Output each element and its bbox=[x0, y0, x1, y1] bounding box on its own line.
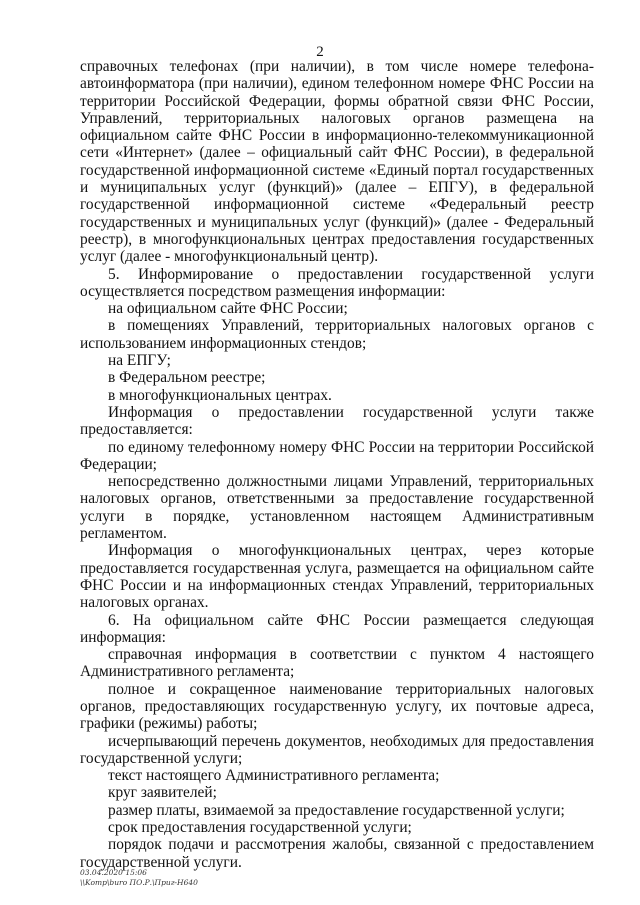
paragraph: в многофункциональных центрах. bbox=[108, 386, 332, 404]
paragraph: справочных телефонах (при наличии), в том числе номере телефона-автоинформатора (при наличии), едином телефонном номере ФНС России на территории Российской Федерации, формы обратной связи ФНС России, Управлений, территориальных налоговых органов размещена на официальном сайте ФНС России в информационно-телекоммуникационной сети «Интернет» (далее – официальный сайт ФНС России), в федеральной государственной информационной системе «Единый портал государственных и муниципальных услуг (функций)» (далее – ЕПГУ), в федеральной государственной информационной системе «Федеральный реестр государственных и муниципальных услуг (функций)» (далее - Федеральный реестр), в многофункциональных центрах предоставления государственных услуг (далее - многофункциональный центр). bbox=[80, 58, 594, 266]
paragraph: размер платы, взимаемой за предоставление государственной услуги; bbox=[108, 801, 565, 819]
footer-date: 03.04.2020 15:06 bbox=[80, 868, 147, 877]
paragraph: непосредственно должностными лицами Управлений, территориальных налоговых органов, ответственными за предоставление государственной услуги в порядке, установленном настоящем Административным регламентом. bbox=[80, 473, 594, 543]
paragraph: на официальном сайте ФНС России; bbox=[108, 300, 348, 318]
page-number: 2 bbox=[316, 44, 324, 60]
paragraph: порядок подачи и рассмотрения жалобы, связанной с предоставлением государственной услуги. bbox=[80, 836, 594, 871]
paragraph: круг заявителей; bbox=[108, 784, 217, 802]
document-footer bbox=[80, 868, 198, 888]
paragraph: 5. Информирование о предоставлении государственной услуги осуществляется посредством размещения информации: bbox=[80, 265, 594, 300]
footer-file-path: \\Komp\buro ПО.Р.\Приг-Н640 bbox=[80, 878, 198, 887]
paragraph: в помещениях Управлений, территориальных налоговых органов с использованием информационных стендов; bbox=[80, 317, 594, 352]
paragraph: Информация о предоставлении государственной услуги также предоставляется: bbox=[80, 403, 594, 439]
paragraph: полное и сокращенное наименование территориальных налоговых органов, предоставляющих государственную услугу, их почтовые адреса, графики (режимы) работы; bbox=[80, 680, 594, 733]
paragraph: справочная информация в соответствии с пунктом 4 настоящего Административного регламента; bbox=[80, 646, 594, 681]
paragraph: в Федеральном реестре; bbox=[108, 369, 266, 387]
paragraph: текст настоящего Административного регламента; bbox=[108, 767, 440, 785]
document-body bbox=[80, 58, 594, 871]
paragraph: по единому телефонному номеру ФНС России на территории Российской Федерации; bbox=[80, 438, 594, 473]
paragraph: срок предоставления государственной услуги; bbox=[108, 819, 412, 837]
paragraph: исчерпывающий перечень документов, необходимых для предоставления государственной услуги; bbox=[80, 732, 594, 767]
paragraph: 6. На официальном сайте ФНС России размещается следующая информация: bbox=[80, 611, 594, 646]
paragraph: на ЕПГУ; bbox=[108, 352, 171, 370]
paragraph: Информация о многофункциональных центрах, через которые предоставляется государственная услуга, размещается на официальном сайте ФНС России и на информационных стендах Управлений, территориальных налоговых органах. bbox=[80, 542, 594, 612]
